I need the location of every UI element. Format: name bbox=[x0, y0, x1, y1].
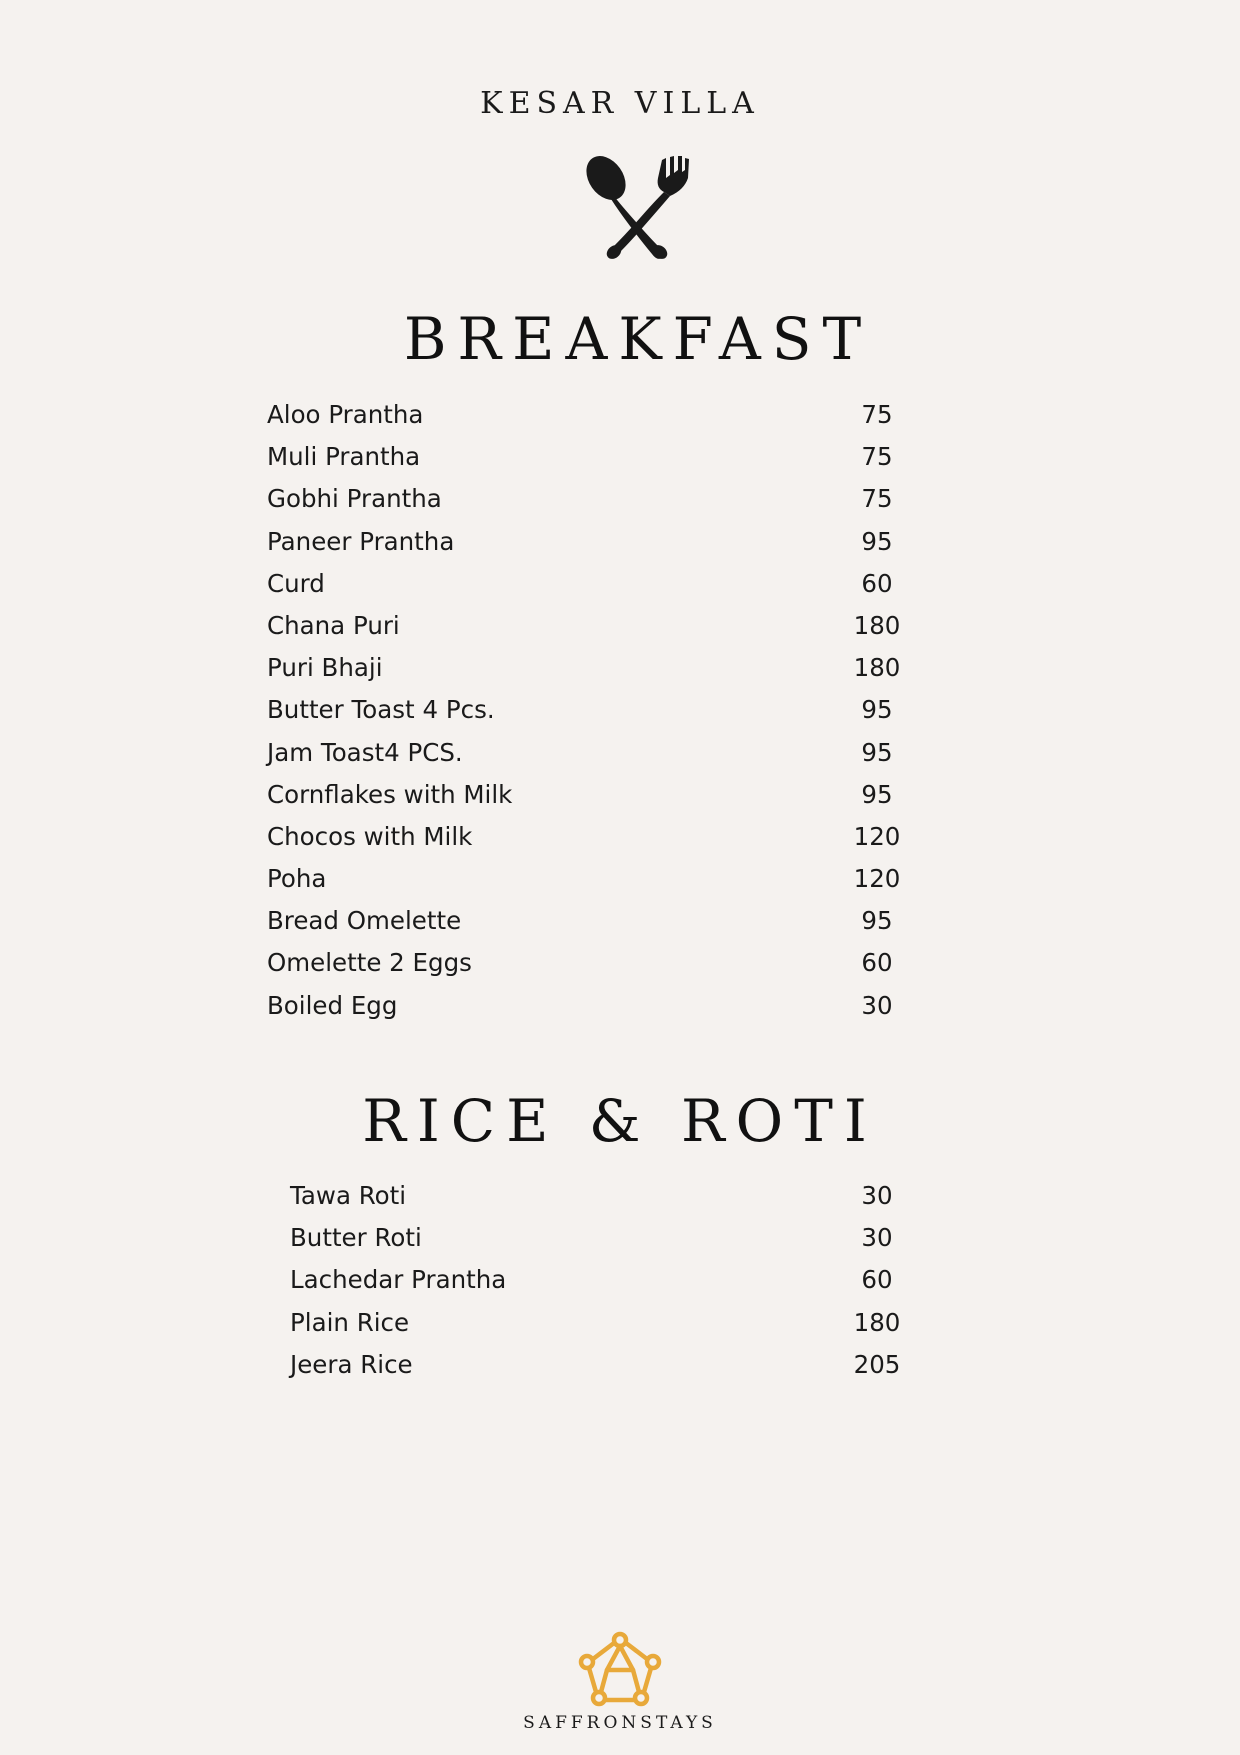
menu-item bbox=[267, 864, 907, 906]
item-name: Chana Puri bbox=[267, 610, 400, 640]
item-price: 95 bbox=[861, 526, 893, 556]
menu-item bbox=[267, 611, 907, 653]
item-price: 60 bbox=[861, 568, 893, 598]
item-price: 180 bbox=[853, 653, 901, 683]
item-price: 30 bbox=[861, 990, 893, 1020]
item-price: 30 bbox=[861, 1181, 893, 1210]
item-name: Gobhi Prantha bbox=[267, 484, 442, 514]
item-name: Puri Bhaji bbox=[267, 653, 383, 683]
menu-item bbox=[267, 484, 907, 526]
rice-roti-heading: RICE & ROTI bbox=[362, 1087, 878, 1155]
item-name: Jeera Rice bbox=[290, 1349, 413, 1379]
item-name: Aloo Prantha bbox=[267, 400, 424, 429]
item-name: Muli Prantha bbox=[267, 442, 421, 472]
menu-item bbox=[267, 527, 907, 569]
menu-item bbox=[267, 822, 907, 864]
item-price: 75 bbox=[861, 400, 893, 429]
footer-brand-name: SAFFRONSTAYS bbox=[523, 1713, 717, 1733]
item-name: Paneer Prantha bbox=[267, 526, 455, 556]
menu-item bbox=[267, 780, 907, 822]
breakfast-heading: BREAKFAST bbox=[403, 305, 873, 373]
item-price: 60 bbox=[861, 948, 893, 978]
menu-item bbox=[267, 906, 907, 948]
menu-item bbox=[267, 738, 907, 780]
menu-item bbox=[267, 948, 907, 990]
item-name: Butter Roti bbox=[290, 1223, 422, 1253]
menu-item bbox=[267, 442, 907, 484]
item-price: 95 bbox=[861, 906, 893, 936]
item-name: Jam Toast4 PCS. bbox=[267, 737, 463, 767]
item-price: 120 bbox=[853, 821, 901, 851]
item-name: Omelette 2 Eggs bbox=[267, 948, 472, 978]
item-price: 205 bbox=[853, 1349, 901, 1379]
item-name: Bread Omelette bbox=[267, 906, 462, 936]
item-name: Boiled Egg bbox=[267, 990, 398, 1020]
menu-item bbox=[290, 1308, 907, 1350]
saffronstays-logo-icon bbox=[577, 1630, 663, 1710]
menu-item bbox=[290, 1350, 907, 1392]
breakfast-list bbox=[267, 400, 907, 1033]
menu-item bbox=[267, 695, 907, 737]
item-price: 95 bbox=[861, 695, 893, 725]
menu-item bbox=[290, 1181, 907, 1223]
item-name: Butter Toast 4 Pcs. bbox=[267, 695, 495, 725]
item-name: Chocos with Milk bbox=[267, 821, 473, 851]
menu-item bbox=[267, 569, 907, 611]
item-price: 60 bbox=[861, 1265, 893, 1295]
item-price: 30 bbox=[861, 1223, 893, 1253]
crossed-spoon-fork-icon bbox=[578, 148, 696, 263]
restaurant-name: KESAR VILLA bbox=[480, 86, 760, 121]
item-name: Curd bbox=[267, 568, 325, 598]
item-name: Poha bbox=[267, 864, 327, 894]
menu-item bbox=[290, 1223, 907, 1265]
menu-item bbox=[267, 991, 907, 1033]
item-price: 95 bbox=[861, 737, 893, 767]
menu-item bbox=[267, 653, 907, 695]
menu-item bbox=[290, 1265, 907, 1307]
item-price: 95 bbox=[861, 779, 893, 809]
item-name: Plain Rice bbox=[290, 1307, 410, 1337]
item-price: 180 bbox=[853, 610, 901, 640]
item-price: 120 bbox=[853, 864, 901, 894]
menu-item bbox=[267, 400, 907, 442]
item-price: 75 bbox=[861, 442, 893, 472]
rice-roti-list bbox=[290, 1181, 907, 1392]
item-name: Cornflakes with Milk bbox=[267, 779, 513, 809]
item-name: Tawa Roti bbox=[290, 1181, 407, 1210]
item-name: Lachedar Prantha bbox=[290, 1265, 507, 1295]
item-price: 180 bbox=[853, 1307, 901, 1337]
item-price: 75 bbox=[861, 484, 893, 514]
